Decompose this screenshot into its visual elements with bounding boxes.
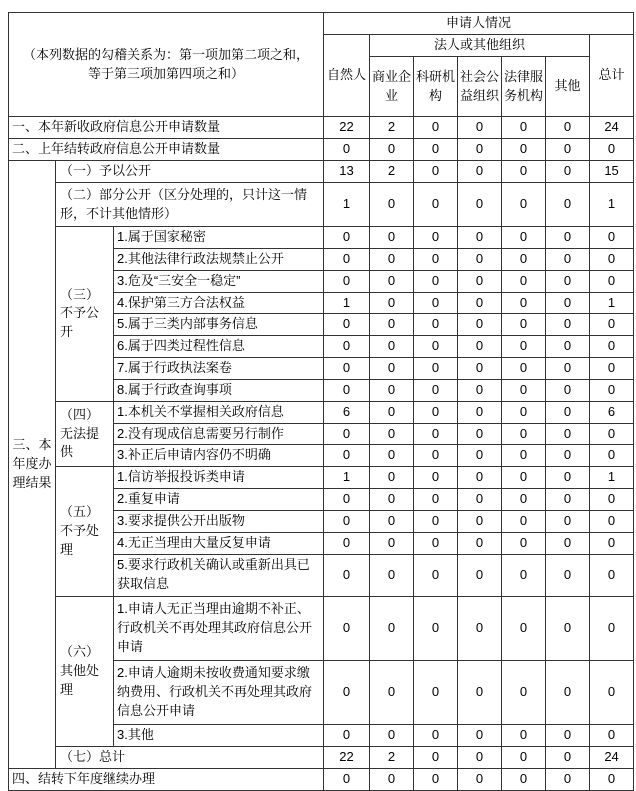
value-cell-g5_5-col6: 0 [590, 554, 634, 596]
value-cell-g3_1-col4: 0 [502, 227, 546, 249]
value-cell-g3_3-col0: 0 [324, 270, 370, 292]
row-label: （一）予以公开 [56, 161, 324, 183]
value-cell-g3_5-col3: 0 [458, 314, 502, 336]
value-cell-g3_7-col3: 0 [458, 358, 502, 380]
value-cell-g3_1-col6: 0 [590, 227, 634, 249]
value-cell-g5_5-col3: 0 [458, 554, 502, 596]
value-cell-g4_1-col4: 0 [502, 401, 546, 423]
value-cell-r2-col2: 0 [414, 139, 458, 161]
value-cell-g3_2-col4: 0 [502, 248, 546, 270]
value-cell-g3_8-col3: 0 [458, 379, 502, 401]
value-cell-g5_2-col4: 0 [502, 489, 546, 511]
value-cell-g4_3-col3: 0 [458, 445, 502, 467]
value-cell-g3_4-col3: 0 [458, 292, 502, 314]
header-row-1 [9, 13, 634, 35]
value-cell-g5_4-col1: 0 [370, 532, 414, 554]
row-label: 2.其他法律行政法规禁止公开 [114, 248, 324, 270]
value-cell-g3_3-col1: 0 [370, 270, 414, 292]
value-cell-s2-col0: 1 [324, 183, 370, 227]
value-cell-g5_5-col2: 0 [414, 554, 458, 596]
col-header-research: 科研机构 [414, 57, 458, 117]
row-otherhandling-1 [9, 596, 634, 660]
row-section3-total [9, 746, 634, 768]
value-cell-g5_4-col3: 0 [458, 532, 502, 554]
value-cell-r4-col6: 0 [590, 768, 634, 790]
value-cell-g6_3-col3: 0 [458, 724, 502, 746]
value-cell-g3_3-col4: 0 [502, 270, 546, 292]
value-cell-g3_4-col2: 0 [414, 292, 458, 314]
value-cell-r1-col1: 2 [370, 117, 414, 139]
note-line-1: （本列数据的勾稽关系为：第一项加第二项之和， [22, 46, 309, 62]
value-cell-s2-col4: 0 [502, 183, 546, 227]
value-cell-g5_4-col0: 0 [324, 532, 370, 554]
value-cell-g5_2-col6: 0 [590, 489, 634, 511]
value-cell-g4_3-col0: 0 [324, 445, 370, 467]
value-cell-g3_2-col1: 0 [370, 248, 414, 270]
row-label: 四、结转下年度继续办理 [9, 768, 324, 790]
value-cell-r1-col2: 0 [414, 117, 458, 139]
row-label: （七）总计 [56, 746, 324, 768]
row-label: 8.属于行政查询事项 [114, 379, 324, 401]
group-unable-label: （四）无法提供 [56, 401, 114, 467]
value-cell-g5_1-col0: 1 [324, 467, 370, 489]
value-cell-g5_1-col6: 1 [590, 467, 634, 489]
value-cell-g4_1-col6: 6 [590, 401, 634, 423]
value-cell-g5_4-col6: 0 [590, 532, 634, 554]
row-label: 5.属于三类内部事务信息 [114, 314, 324, 336]
row-label: 1.本机关不掌握相关政府信息 [114, 401, 324, 423]
col-header-natural-person: 自然人 [324, 35, 370, 117]
col-header-social-welfare: 社会公益组织 [458, 57, 502, 117]
row-label: 3.补正后申请内容仍不明确 [114, 445, 324, 467]
value-cell-g5_3-col3: 0 [458, 510, 502, 532]
value-cell-g3_4-col0: 1 [324, 292, 370, 314]
value-cell-g6_2-col4: 0 [502, 660, 546, 724]
value-cell-g3_2-col6: 0 [590, 248, 634, 270]
value-cell-g4_1-col2: 0 [414, 401, 458, 423]
value-cell-s7-col4: 0 [502, 746, 546, 768]
value-cell-g5_4-col4: 0 [502, 532, 546, 554]
row-label: 2.申请人逾期未按收费通知要求缴纳费用、行政机关不再处理其政府信息公开申请 [114, 660, 324, 724]
value-cell-g6_1-col0: 0 [324, 596, 370, 660]
value-cell-g4_3-col2: 0 [414, 445, 458, 467]
value-cell-g3_8-col5: 0 [546, 379, 590, 401]
applicant-situation-header: 申请人情况 [324, 13, 634, 35]
value-cell-g3_7-col5: 0 [546, 358, 590, 380]
value-cell-s7-col3: 0 [458, 746, 502, 768]
value-cell-g4_3-col4: 0 [502, 445, 546, 467]
value-cell-g5_2-col1: 0 [370, 489, 414, 511]
reconciliation-note-cell [9, 13, 324, 117]
value-cell-g4_2-col0: 0 [324, 423, 370, 445]
value-cell-g3_1-col0: 0 [324, 227, 370, 249]
value-cell-g5_2-col2: 0 [414, 489, 458, 511]
value-cell-g3_7-col2: 0 [414, 358, 458, 380]
value-cell-g3_1-col5: 0 [546, 227, 590, 249]
value-cell-r1-col0: 22 [324, 117, 370, 139]
value-cell-g5_3-col4: 0 [502, 510, 546, 532]
value-cell-g3_2-col0: 0 [324, 248, 370, 270]
col-header-other: 其他 [546, 57, 590, 117]
value-cell-g3_3-col3: 0 [458, 270, 502, 292]
row-label: 1.信访举报投诉类申请 [114, 467, 324, 489]
value-cell-g3_5-col1: 0 [370, 314, 414, 336]
value-cell-g4_2-col2: 0 [414, 423, 458, 445]
value-cell-g4_1-col0: 6 [324, 401, 370, 423]
value-cell-r4-col3: 0 [458, 768, 502, 790]
col-header-legal-service: 法律服务机构 [502, 57, 546, 117]
value-cell-g6_3-col2: 0 [414, 724, 458, 746]
value-cell-g6_2-col6: 0 [590, 660, 634, 724]
value-cell-g4_2-col6: 0 [590, 423, 634, 445]
value-cell-g4_1-col1: 0 [370, 401, 414, 423]
value-cell-g6_1-col4: 0 [502, 596, 546, 660]
value-cell-g3_7-col4: 0 [502, 358, 546, 380]
value-cell-g6_3-col0: 0 [324, 724, 370, 746]
value-cell-g3_4-col4: 0 [502, 292, 546, 314]
value-cell-g5_3-col2: 0 [414, 510, 458, 532]
value-cell-g5_2-col0: 0 [324, 489, 370, 511]
value-cell-g5_5-col5: 0 [546, 554, 590, 596]
value-cell-g3_1-col3: 0 [458, 227, 502, 249]
row-label: 2.没有现成信息需要另行制作 [114, 423, 324, 445]
value-cell-g4_3-col6: 0 [590, 445, 634, 467]
value-cell-g6_1-col3: 0 [458, 596, 502, 660]
row-label: 3.要求提供公开出版物 [114, 510, 324, 532]
value-cell-s2-col5: 0 [546, 183, 590, 227]
value-cell-g5_2-col3: 0 [458, 489, 502, 511]
disclosure-applications-table [8, 12, 634, 791]
value-cell-r2-col6: 0 [590, 139, 634, 161]
value-cell-g4_2-col5: 0 [546, 423, 590, 445]
value-cell-g3_7-col1: 0 [370, 358, 414, 380]
value-cell-g5_4-col2: 0 [414, 532, 458, 554]
section3-label-cell: 三、本年度办理结果 [9, 161, 56, 769]
value-cell-g5_3-col0: 0 [324, 510, 370, 532]
value-cell-g6_2-col2: 0 [414, 660, 458, 724]
value-cell-r2-col4: 0 [502, 139, 546, 161]
value-cell-g5_2-col5: 0 [546, 489, 590, 511]
value-cell-g5_3-col5: 0 [546, 510, 590, 532]
value-cell-g5_5-col0: 0 [324, 554, 370, 596]
value-cell-g6_3-col5: 0 [546, 724, 590, 746]
col-header-total: 总计 [590, 35, 634, 117]
value-cell-s1-col5: 0 [546, 161, 590, 183]
value-cell-r1-col4: 0 [502, 117, 546, 139]
value-cell-g5_1-col3: 0 [458, 467, 502, 489]
value-cell-s1-col3: 0 [458, 161, 502, 183]
value-cell-g3_5-col0: 0 [324, 314, 370, 336]
value-cell-s7-col2: 0 [414, 746, 458, 768]
value-cell-g4_2-col1: 0 [370, 423, 414, 445]
row-label: 二、上年结转政府信息公开申请数量 [9, 139, 324, 161]
value-cell-g3_5-col5: 0 [546, 314, 590, 336]
value-cell-r4-col4: 0 [502, 768, 546, 790]
value-cell-g3_1-col1: 0 [370, 227, 414, 249]
value-cell-g4_3-col1: 0 [370, 445, 414, 467]
value-cell-g5_5-col1: 0 [370, 554, 414, 596]
value-cell-s1-col2: 0 [414, 161, 458, 183]
value-cell-r4-col5: 0 [546, 768, 590, 790]
row-carry-to-next-year [9, 768, 634, 790]
value-cell-g6_1-col5: 0 [546, 596, 590, 660]
group-other-handling-label: （六）其他处理 [56, 596, 114, 746]
value-cell-g5_5-col4: 0 [502, 554, 546, 596]
value-cell-g4_1-col3: 0 [458, 401, 502, 423]
value-cell-g5_3-col1: 0 [370, 510, 414, 532]
value-cell-g6_3-col4: 0 [502, 724, 546, 746]
value-cell-g3_4-col5: 0 [546, 292, 590, 314]
value-cell-r1-col5: 0 [546, 117, 590, 139]
row-unable-1 [9, 401, 634, 423]
value-cell-g3_8-col6: 0 [590, 379, 634, 401]
row-partially-granted [9, 183, 634, 227]
value-cell-g4_3-col5: 0 [546, 445, 590, 467]
value-cell-g6_2-col5: 0 [546, 660, 590, 724]
value-cell-g3_8-col4: 0 [502, 379, 546, 401]
row-label: 4.无正当理由大量反复申请 [114, 532, 324, 554]
value-cell-r2-col0: 0 [324, 139, 370, 161]
value-cell-g6_3-col1: 0 [370, 724, 414, 746]
value-cell-g5_4-col5: 0 [546, 532, 590, 554]
value-cell-g3_6-col4: 0 [502, 336, 546, 358]
value-cell-s7-col5: 0 [546, 746, 590, 768]
value-cell-g3_2-col5: 0 [546, 248, 590, 270]
value-cell-g4_2-col3: 0 [458, 423, 502, 445]
value-cell-s2-col1: 0 [370, 183, 414, 227]
value-cell-g6_3-col6: 0 [590, 724, 634, 746]
value-cell-g3_7-col0: 0 [324, 358, 370, 380]
row-label: 一、本年新收政府信息公开申请数量 [9, 117, 324, 139]
value-cell-g3_6-col5: 0 [546, 336, 590, 358]
value-cell-s7-col6: 24 [590, 746, 634, 768]
row-label: 5.要求行政机关确认或重新出具已获取信息 [114, 554, 324, 596]
legal-org-header: 法人或其他组织 [370, 35, 590, 57]
value-cell-r1-col3: 0 [458, 117, 502, 139]
note-line-2: 等于第三项加第四项之和） [87, 65, 244, 81]
value-cell-g5_1-col4: 0 [502, 467, 546, 489]
value-cell-g3_4-col1: 0 [370, 292, 414, 314]
value-cell-g3_3-col2: 0 [414, 270, 458, 292]
row-notprocessed-1 [9, 467, 634, 489]
value-cell-g3_3-col5: 0 [546, 270, 590, 292]
value-cell-g6_2-col3: 0 [458, 660, 502, 724]
row-label: 2.重复申请 [114, 489, 324, 511]
value-cell-g6_1-col1: 0 [370, 596, 414, 660]
value-cell-s7-col0: 22 [324, 746, 370, 768]
col-header-commercial: 商业企业 [370, 57, 414, 117]
value-cell-g3_6-col1: 0 [370, 336, 414, 358]
value-cell-s1-col6: 15 [590, 161, 634, 183]
row-label: 1.申请人无正当理由逾期不补正、行政机关不再处理其政府信息公开申请 [114, 596, 324, 660]
value-cell-s1-col0: 13 [324, 161, 370, 183]
value-cell-g3_5-col6: 0 [590, 314, 634, 336]
value-cell-s1-col4: 0 [502, 161, 546, 183]
value-cell-g3_7-col6: 0 [590, 358, 634, 380]
value-cell-r2-col5: 0 [546, 139, 590, 161]
value-cell-g3_6-col0: 0 [324, 336, 370, 358]
value-cell-r4-col0: 0 [324, 768, 370, 790]
value-cell-r2-col1: 0 [370, 139, 414, 161]
row-label: 1.属于国家秘密 [114, 227, 324, 249]
value-cell-g3_6-col6: 0 [590, 336, 634, 358]
value-cell-g3_4-col6: 1 [590, 292, 634, 314]
value-cell-r4-col2: 0 [414, 768, 458, 790]
value-cell-g6_1-col2: 0 [414, 596, 458, 660]
row-label: 3.其他 [114, 724, 324, 746]
value-cell-g3_8-col2: 0 [414, 379, 458, 401]
value-cell-g5_1-col5: 0 [546, 467, 590, 489]
group-not-processed-label: （五）不予处理 [56, 467, 114, 596]
value-cell-r4-col1: 0 [370, 768, 414, 790]
row-new-applications [9, 117, 634, 139]
value-cell-g3_5-col4: 0 [502, 314, 546, 336]
row-denied-1 [9, 227, 634, 249]
value-cell-g3_6-col3: 0 [458, 336, 502, 358]
group-denied-label: （三）不予公开 [56, 227, 114, 402]
value-cell-g6_2-col0: 0 [324, 660, 370, 724]
value-cell-r2-col3: 0 [458, 139, 502, 161]
value-cell-g3_6-col2: 0 [414, 336, 458, 358]
value-cell-s2-col2: 0 [414, 183, 458, 227]
row-label: （二）部分公开（区分处理的，只计这一情形，不计其他情形） [56, 183, 324, 227]
value-cell-s7-col1: 2 [370, 746, 414, 768]
row-carried-over [9, 139, 634, 161]
value-cell-g5_1-col1: 0 [370, 467, 414, 489]
value-cell-s2-col6: 1 [590, 183, 634, 227]
value-cell-g5_1-col2: 0 [414, 467, 458, 489]
value-cell-g3_2-col3: 0 [458, 248, 502, 270]
row-granted [9, 161, 634, 183]
value-cell-g6_1-col6: 0 [590, 596, 634, 660]
value-cell-g3_8-col0: 0 [324, 379, 370, 401]
row-label: 4.保护第三方合法权益 [114, 292, 324, 314]
value-cell-g3_8-col1: 0 [370, 379, 414, 401]
row-label: 7.属于行政执法案卷 [114, 358, 324, 380]
value-cell-g3_3-col6: 0 [590, 270, 634, 292]
value-cell-g4_1-col5: 0 [546, 401, 590, 423]
row-label: 3.危及“三安全一稳定” [114, 270, 324, 292]
value-cell-s1-col1: 2 [370, 161, 414, 183]
value-cell-g3_1-col2: 0 [414, 227, 458, 249]
value-cell-g5_3-col6: 0 [590, 510, 634, 532]
value-cell-s2-col3: 0 [458, 183, 502, 227]
value-cell-g4_2-col4: 0 [502, 423, 546, 445]
value-cell-g3_2-col2: 0 [414, 248, 458, 270]
value-cell-r1-col6: 24 [590, 117, 634, 139]
value-cell-g6_2-col1: 0 [370, 660, 414, 724]
row-label: 6.属于四类过程性信息 [114, 336, 324, 358]
value-cell-g3_5-col2: 0 [414, 314, 458, 336]
